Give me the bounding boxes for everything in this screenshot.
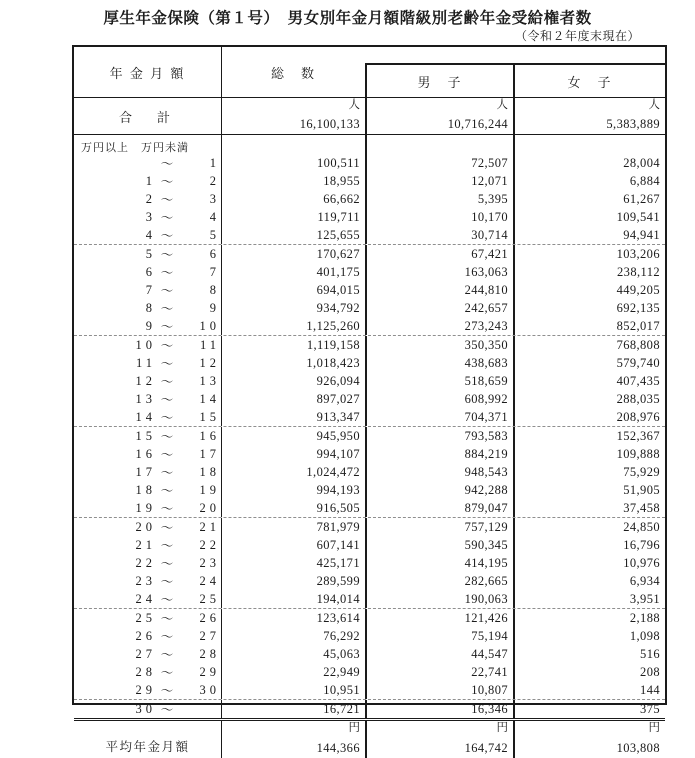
tilde-separator: ～ xyxy=(160,375,174,389)
range-cell xyxy=(74,154,222,172)
table-row xyxy=(74,499,665,517)
range-cell xyxy=(74,208,222,226)
tilde-separator: ～ xyxy=(160,229,174,243)
range-cell xyxy=(74,536,222,554)
male-count-cell: 10,807 xyxy=(367,681,515,699)
male-count-cell: 884,219 xyxy=(367,445,515,463)
male-count-cell: 590,345 xyxy=(367,536,515,554)
range-lower: 22 xyxy=(135,555,156,570)
range-cell xyxy=(74,590,222,608)
average-cell-female xyxy=(515,721,665,758)
male-count-cell: 12,071 xyxy=(367,172,515,190)
range-lower: 25 xyxy=(135,610,156,625)
table-row xyxy=(74,317,665,335)
range-upper: 30 xyxy=(199,682,220,697)
range-upper: 6 xyxy=(209,246,220,261)
range-upper: 20 xyxy=(199,500,220,515)
range-cell xyxy=(74,226,222,244)
tilde-separator: ～ xyxy=(160,575,174,589)
average-value-female: 103,808 xyxy=(616,741,660,755)
table-row xyxy=(74,608,665,627)
tilde-separator: ～ xyxy=(160,393,174,407)
total-count-cell: 16,721 xyxy=(222,700,367,718)
grand-total-row xyxy=(74,98,665,135)
range-upper: 3 xyxy=(209,191,220,206)
gender-header-box xyxy=(365,63,665,97)
female-count-cell: 768,808 xyxy=(616,337,660,352)
female-count-cell: 24,850 xyxy=(623,519,660,534)
range-upper: 26 xyxy=(199,610,220,625)
table-row xyxy=(74,372,665,390)
col-header-total: 総 数 xyxy=(270,65,316,81)
table-row xyxy=(74,481,665,499)
total-count-cell: 125,655 xyxy=(222,226,367,244)
male-count-cell: 948,543 xyxy=(367,463,515,481)
tilde-separator: ～ xyxy=(160,320,174,334)
range-lower: 8 xyxy=(145,300,156,315)
total-count-cell: 1,024,472 xyxy=(222,463,367,481)
range-lower: 17 xyxy=(135,464,156,479)
female-count-cell: 144 xyxy=(640,682,660,697)
range-lower: 5 xyxy=(145,246,156,261)
col-header-male: 男 子 xyxy=(367,65,515,97)
female-count-cell: 61,267 xyxy=(623,191,660,206)
male-count-cell: 608,992 xyxy=(367,390,515,408)
range-lower: 4 xyxy=(145,227,156,242)
table-row xyxy=(74,536,665,554)
total-count-cell: 994,193 xyxy=(222,481,367,499)
male-count-cell: 22,741 xyxy=(367,663,515,681)
range-upper: 21 xyxy=(199,519,220,534)
total-count-cell: 119,711 xyxy=(222,208,367,226)
range-cell xyxy=(74,445,222,463)
male-count-cell: 282,665 xyxy=(367,572,515,590)
male-count-cell: 244,810 xyxy=(367,281,515,299)
tilde-separator: ～ xyxy=(160,411,174,425)
total-count-cell: 66,662 xyxy=(222,190,367,208)
range-lower: 28 xyxy=(135,664,156,679)
grand-total-value-male: 10,716,244 xyxy=(447,117,508,131)
table-row xyxy=(74,627,665,645)
tilde-separator: ～ xyxy=(160,593,174,607)
male-count-cell: 414,195 xyxy=(367,554,515,572)
unit-persons: 人 xyxy=(648,99,660,111)
male-count-cell: 44,547 xyxy=(367,645,515,663)
tilde-separator: ～ xyxy=(160,484,174,498)
total-count-cell: 10,951 xyxy=(222,681,367,699)
table-row xyxy=(74,408,665,426)
range-unit-label: 万円以上 万円未満 xyxy=(74,135,222,154)
male-count-cell: 704,371 xyxy=(367,408,515,426)
tilde-separator: ～ xyxy=(160,502,174,516)
female-count-cell: 109,541 xyxy=(616,209,660,224)
table-row xyxy=(74,190,665,208)
female-count-cell: 516 xyxy=(640,646,660,661)
male-count-cell: 793,583 xyxy=(367,427,515,445)
tilde-separator: ～ xyxy=(160,666,174,680)
table-row xyxy=(74,554,665,572)
col-header-pension-amount: 年 金 月 額 xyxy=(74,47,222,97)
range-cell xyxy=(74,572,222,590)
range-upper: 10 xyxy=(199,318,220,333)
tilde-separator: ～ xyxy=(160,175,174,189)
col-header-female: 女 子 xyxy=(567,74,613,90)
unit-yen: 円 xyxy=(496,722,508,734)
range-upper: 18 xyxy=(199,464,220,479)
range-upper: 25 xyxy=(199,591,220,606)
male-count-cell: 30,714 xyxy=(367,226,515,244)
range-cell xyxy=(74,554,222,572)
range-lower: 14 xyxy=(135,409,156,424)
tilde-separator: ～ xyxy=(160,302,174,316)
range-upper: 7 xyxy=(209,264,220,279)
range-lower: 23 xyxy=(135,573,156,588)
range-lower: 19 xyxy=(135,500,156,515)
tilde-separator: ～ xyxy=(160,684,174,698)
tilde-separator: ～ xyxy=(160,157,174,171)
tilde-separator: ～ xyxy=(160,648,174,662)
tilde-separator: ～ xyxy=(160,521,174,535)
female-count-cell: 407,435 xyxy=(616,373,660,388)
male-count-cell: 757,129 xyxy=(367,518,515,536)
male-count-cell: 16,346 xyxy=(367,700,515,718)
table-row xyxy=(74,263,665,281)
table-row xyxy=(74,663,665,681)
range-lower: 11 xyxy=(135,355,156,370)
range-lower: 15 xyxy=(135,428,156,443)
range-lower: 3 xyxy=(145,209,156,224)
female-count-cell: 75,929 xyxy=(623,464,660,479)
table-row xyxy=(74,517,665,536)
tilde-separator: ～ xyxy=(160,266,174,280)
table-row xyxy=(74,699,665,718)
range-lower: 6 xyxy=(145,264,156,279)
table-row xyxy=(74,226,665,244)
range-cell xyxy=(74,609,222,627)
total-count-cell: 897,027 xyxy=(222,390,367,408)
as-of-date: （令和２年度末現在） xyxy=(514,29,640,43)
average-label: 平均年金月額 xyxy=(74,721,222,758)
female-count-cell: 288,035 xyxy=(616,391,660,406)
female-count-cell: 852,017 xyxy=(616,318,660,333)
male-count-cell: 942,288 xyxy=(367,481,515,499)
average-value-total: 144,366 xyxy=(316,741,360,755)
range-lower: 30 xyxy=(135,701,156,716)
table-row xyxy=(74,299,665,317)
range-upper: 19 xyxy=(199,482,220,497)
range-lower: 26 xyxy=(135,628,156,643)
table-row xyxy=(74,354,665,372)
range-upper: 1 xyxy=(209,155,220,170)
tilde-separator: ～ xyxy=(160,339,174,353)
male-count-cell: 350,350 xyxy=(367,336,515,354)
male-count-cell: 72,507 xyxy=(367,154,515,172)
female-count-cell: 10,976 xyxy=(623,555,660,570)
unit-yen: 円 xyxy=(648,722,660,734)
range-lower: 24 xyxy=(135,591,156,606)
range-cell xyxy=(74,354,222,372)
tilde-separator: ～ xyxy=(160,466,174,480)
table-row xyxy=(74,590,665,608)
table-row xyxy=(74,681,665,699)
male-count-cell: 163,063 xyxy=(367,263,515,281)
tilde-separator: ～ xyxy=(160,557,174,571)
male-count-cell: 879,047 xyxy=(367,499,515,517)
tilde-separator: ～ xyxy=(160,284,174,298)
range-cell xyxy=(74,645,222,663)
range-cell xyxy=(74,700,222,718)
range-cell xyxy=(74,427,222,445)
female-count-cell: 51,905 xyxy=(623,482,660,497)
tilde-separator: ～ xyxy=(160,248,174,262)
range-upper: 24 xyxy=(199,573,220,588)
male-count-cell: 438,683 xyxy=(367,354,515,372)
grand-total-value-female: 5,383,889 xyxy=(606,117,660,131)
range-cell xyxy=(74,663,222,681)
female-count-cell: 579,740 xyxy=(616,355,660,370)
range-cell xyxy=(74,681,222,699)
total-count-cell: 934,792 xyxy=(222,299,367,317)
range-cell xyxy=(74,463,222,481)
range-upper: 28 xyxy=(199,646,220,661)
tilde-separator: ～ xyxy=(160,193,174,207)
male-count-cell: 273,243 xyxy=(367,317,515,335)
male-count-cell: 518,659 xyxy=(367,372,515,390)
female-count-cell: 208,976 xyxy=(616,409,660,424)
table-row xyxy=(74,426,665,445)
range-lower: 29 xyxy=(135,682,156,697)
table-row xyxy=(74,281,665,299)
female-count-cell: 3,951 xyxy=(629,591,660,606)
range-upper: 11 xyxy=(199,337,220,352)
tilde-separator: ～ xyxy=(160,539,174,553)
tilde-separator: ～ xyxy=(160,448,174,462)
total-count-cell: 76,292 xyxy=(222,627,367,645)
range-upper: 17 xyxy=(199,446,220,461)
range-cell xyxy=(74,281,222,299)
range-cell xyxy=(74,408,222,426)
range-cell xyxy=(74,372,222,390)
male-count-cell: 67,421 xyxy=(367,245,515,263)
range-lower: 10 xyxy=(135,337,156,352)
table-row xyxy=(74,463,665,481)
range-upper: 9 xyxy=(209,300,220,315)
range-unit-row xyxy=(74,135,665,154)
range-cell xyxy=(74,172,222,190)
female-count-cell: 16,796 xyxy=(623,537,660,552)
female-count-cell: 152,367 xyxy=(616,428,660,443)
range-cell xyxy=(74,299,222,317)
total-count-cell: 45,063 xyxy=(222,645,367,663)
range-cell xyxy=(74,336,222,354)
range-lower: 16 xyxy=(135,446,156,461)
tilde-separator: ～ xyxy=(160,612,174,626)
total-count-cell: 916,505 xyxy=(222,499,367,517)
table-row xyxy=(74,390,665,408)
pension-statistics-table xyxy=(72,45,667,755)
range-lower: 21 xyxy=(135,537,156,552)
range-lower: 13 xyxy=(135,391,156,406)
page-title: 厚生年金保険（第１号） 男女別年金月額階級別老齢年金受給権者数 xyxy=(103,10,592,27)
total-count-cell: 194,014 xyxy=(222,590,367,608)
female-count-cell: 208 xyxy=(640,664,660,679)
unit-yen: 円 xyxy=(348,722,360,734)
table-row xyxy=(74,208,665,226)
female-count-cell: 94,941 xyxy=(623,227,660,242)
range-upper: 29 xyxy=(199,664,220,679)
male-count-cell: 242,657 xyxy=(367,299,515,317)
range-upper: 16 xyxy=(199,428,220,443)
table-row xyxy=(74,572,665,590)
range-upper: 23 xyxy=(199,555,220,570)
total-count-cell: 913,347 xyxy=(222,408,367,426)
female-count-cell: 6,934 xyxy=(629,573,660,588)
grand-total-value-total: 16,100,133 xyxy=(299,117,360,131)
range-upper: 5 xyxy=(209,227,220,242)
tilde-separator: ～ xyxy=(160,357,174,371)
range-upper: 14 xyxy=(199,391,220,406)
female-count-cell: 449,205 xyxy=(616,282,660,297)
female-count-cell: 2,188 xyxy=(629,610,660,625)
male-count-cell: 75,194 xyxy=(367,627,515,645)
total-count-cell: 1,125,260 xyxy=(222,317,367,335)
average-value-male: 164,742 xyxy=(464,741,508,755)
range-upper: 4 xyxy=(209,209,220,224)
female-count-cell: 28,004 xyxy=(623,155,660,170)
grand-total-cell-female xyxy=(515,98,665,134)
table-row xyxy=(74,244,665,263)
unit-persons: 人 xyxy=(348,99,360,111)
range-cell xyxy=(74,263,222,281)
male-count-cell: 10,170 xyxy=(367,208,515,226)
female-count-cell: 375 xyxy=(640,701,660,716)
female-count-cell: 238,112 xyxy=(617,264,660,279)
range-cell xyxy=(74,245,222,263)
range-lower: 7 xyxy=(145,282,156,297)
female-count-cell: 1,098 xyxy=(629,628,660,643)
total-count-cell: 994,107 xyxy=(222,445,367,463)
range-lower: 12 xyxy=(135,373,156,388)
range-upper: 12 xyxy=(199,355,220,370)
female-count-cell: 37,458 xyxy=(623,500,660,515)
male-count-cell: 5,395 xyxy=(367,190,515,208)
range-upper: 22 xyxy=(199,537,220,552)
total-count-cell: 1,018,423 xyxy=(222,354,367,372)
female-count-cell: 109,888 xyxy=(616,446,660,461)
table-row xyxy=(74,645,665,663)
total-count-cell: 425,171 xyxy=(222,554,367,572)
total-count-cell: 694,015 xyxy=(222,281,367,299)
total-count-cell: 1,119,158 xyxy=(222,336,367,354)
tilde-separator: ～ xyxy=(160,211,174,225)
total-count-cell: 100,511 xyxy=(222,154,367,172)
range-cell xyxy=(74,317,222,335)
tilde-separator: ～ xyxy=(160,430,174,444)
range-upper: 8 xyxy=(209,282,220,297)
table-row xyxy=(74,335,665,354)
total-count-cell: 926,094 xyxy=(222,372,367,390)
total-count-cell: 401,175 xyxy=(222,263,367,281)
range-upper: 13 xyxy=(199,373,220,388)
table-row xyxy=(74,172,665,190)
range-cell xyxy=(74,518,222,536)
total-count-cell: 289,599 xyxy=(222,572,367,590)
grand-total-cell-total xyxy=(222,98,367,134)
range-lower: 2 xyxy=(145,191,156,206)
range-lower: 27 xyxy=(135,646,156,661)
total-count-cell: 170,627 xyxy=(222,245,367,263)
average-cell-male xyxy=(367,721,515,758)
range-lower: 18 xyxy=(135,482,156,497)
female-count-cell: 692,135 xyxy=(616,300,660,315)
male-count-cell: 190,063 xyxy=(367,590,515,608)
range-lower: 20 xyxy=(135,519,156,534)
unit-persons: 人 xyxy=(496,99,508,111)
average-cell-total xyxy=(222,721,367,758)
range-cell xyxy=(74,499,222,517)
female-count-cell: 6,884 xyxy=(629,173,660,188)
total-count-cell: 945,950 xyxy=(222,427,367,445)
table-row xyxy=(74,445,665,463)
table-row xyxy=(74,154,665,172)
total-count-cell: 18,955 xyxy=(222,172,367,190)
range-upper: 2 xyxy=(209,173,220,188)
range-cell xyxy=(74,627,222,645)
range-cell xyxy=(74,190,222,208)
total-count-cell: 123,614 xyxy=(222,609,367,627)
total-count-cell: 607,141 xyxy=(222,536,367,554)
table-header-row xyxy=(74,47,665,98)
average-row xyxy=(74,718,665,758)
female-count-cell: 103,206 xyxy=(616,246,660,261)
table-body xyxy=(74,154,665,718)
range-lower: 1 xyxy=(145,173,156,188)
male-count-cell: 121,426 xyxy=(367,609,515,627)
range-upper: 15 xyxy=(199,409,220,424)
range-cell xyxy=(74,390,222,408)
total-count-cell: 22,949 xyxy=(222,663,367,681)
total-count-cell: 781,979 xyxy=(222,518,367,536)
grand-total-cell-male xyxy=(367,98,515,134)
range-cell xyxy=(74,481,222,499)
range-upper: 27 xyxy=(199,628,220,643)
tilde-separator: ～ xyxy=(160,630,174,644)
range-lower: 9 xyxy=(145,318,156,333)
grand-total-label: 合 計 xyxy=(74,98,222,134)
tilde-separator: ～ xyxy=(160,703,174,717)
